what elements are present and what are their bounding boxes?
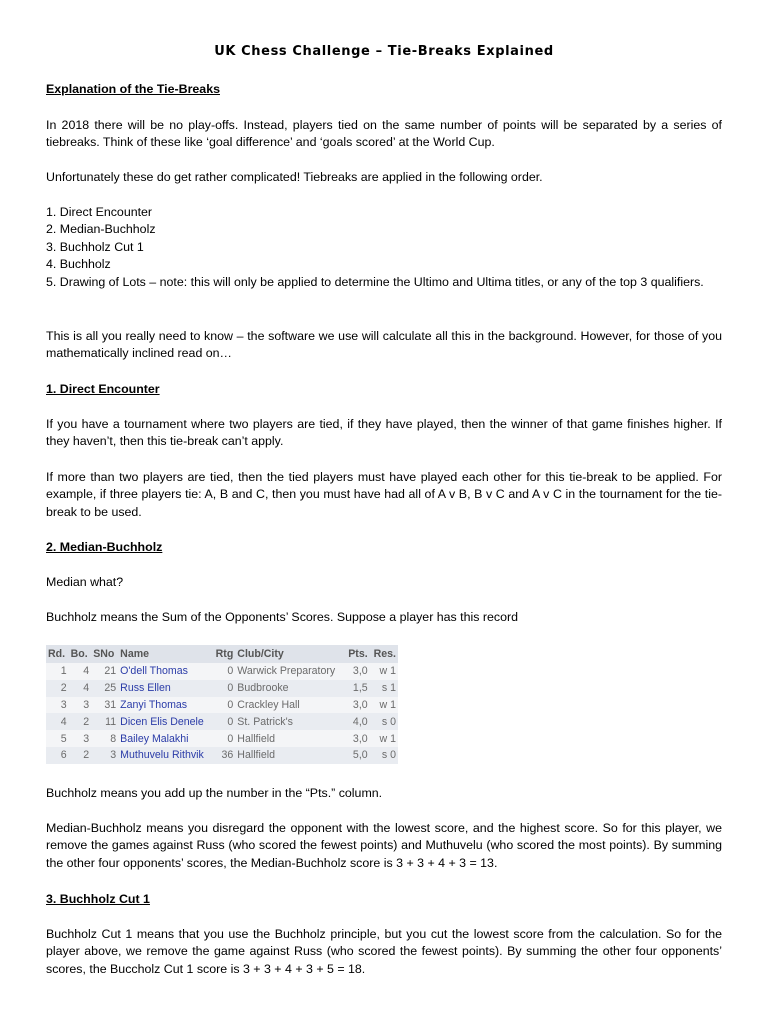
cell-round: 3 [60, 698, 67, 711]
cell-club: Hallfield [237, 732, 275, 745]
cell-club: Warwick Preparatory [237, 665, 336, 678]
cell-rating: 36 [212, 747, 235, 764]
cell-club: Budbrooke [235, 680, 344, 697]
paragraph-buchholz-def: Buchholz means the Sum of the Opponents’ Scores. Suppose a player has this record [46, 610, 519, 624]
cell-rating: 0 [227, 732, 234, 745]
cell-player-name[interactable]: Zanyi Thomas [120, 698, 188, 711]
list-item: 3. Buchholz Cut 1 [46, 239, 144, 254]
paragraph-median-what: Median what? [46, 575, 124, 589]
paragraph-direct-1: If you have a tournament where two players are tied, if they have played, then the winner of that game finishes higher. If they haven’t, then this tie-break can’t apply. [46, 417, 722, 449]
cell-club: St. Patrick's [235, 713, 344, 730]
cell-result: w 1 [379, 665, 396, 678]
cell-board: 2 [69, 713, 92, 730]
table-row [46, 747, 398, 764]
heading-direct-encounter: 1. Direct Encounter [46, 382, 160, 396]
col-board: Bo. [69, 645, 92, 663]
cell-player-name[interactable]: O'dell Thomas [120, 665, 188, 678]
col-club: Club/City [235, 645, 344, 663]
cell-player-name[interactable]: Russ Ellen [118, 680, 212, 697]
list-item: 2. Median-Buchholz [46, 222, 156, 237]
tiebreak-list [46, 204, 722, 291]
cell-result: w 1 [379, 732, 396, 745]
cell-points: 3,0 [352, 732, 368, 745]
table-row [46, 680, 398, 697]
cell-rating: 0 [227, 698, 234, 711]
player-record-table [46, 645, 398, 764]
col-round: Rd. [46, 645, 69, 663]
cell-sno: 31 [104, 698, 117, 711]
cell-result: s 0 [370, 747, 398, 764]
list-item: 5. Drawing of Lots – note: this will only be applied to determine the Ultimo and Ultima titles, or any of the top 3 qualifiers. [46, 274, 704, 289]
cell-points: 1,5 [345, 680, 370, 697]
cell-sno: 21 [104, 665, 117, 678]
paragraph-buchholz-cut-1: Buchholz Cut 1 means that you use the Buchholz principle, but you cut the lowest score from the calculation. So for the player above, we remove the game against Russ (who scored the fewest points). By summing the other four opponents’ scores, the Buccholz Cut 1 score is 3 + 3 + 4 + 3 + 5 = 18. [46, 927, 722, 976]
cell-sno: 3 [91, 747, 118, 764]
cell-rating: 0 [212, 713, 235, 730]
col-name: Name [118, 645, 212, 663]
cell-round: 2 [46, 680, 69, 697]
heading-buchholz-cut-1: 3. Buchholz Cut 1 [46, 892, 150, 906]
col-rating: Rtg [212, 645, 235, 663]
cell-result: s 0 [370, 713, 398, 730]
cell-board: 4 [69, 680, 92, 697]
cell-sno: 11 [91, 713, 118, 730]
table-row [46, 697, 398, 714]
cell-rating: 0 [227, 665, 234, 678]
cell-sno: 25 [91, 680, 118, 697]
cell-points: 5,0 [345, 747, 370, 764]
cell-round: 1 [60, 665, 67, 678]
paragraph-intro: In 2018 there will be no play-offs. Instead, players tied on the same number of points will be separated by a series of tiebreaks. Think of these like ‘goal difference’ and ‘goals scored’ at the World Cup. [46, 118, 722, 150]
paragraph-direct-2: If more than two players are tied, then the tied players must have played each other for this tie-break to be applied. For example, if three players tie: A, B and C, then you must have had all of A v B, B v C and A v C in the tournament for the tie-break to be used. [46, 470, 722, 519]
cell-club: Crackley Hall [237, 698, 300, 711]
cell-result: s 1 [370, 680, 398, 697]
heading-explanation: Explanation of the Tie-Breaks [46, 82, 220, 96]
cell-board: 4 [83, 665, 90, 678]
cell-result: w 1 [379, 698, 396, 711]
cell-points: 3,0 [352, 665, 368, 678]
col-points: Pts. [345, 645, 370, 663]
cell-sno: 8 [110, 732, 117, 745]
paragraph-summary: This is all you really need to know – the software we use will calculate all this in the background. However, for those of you mathematically inclined read on… [46, 329, 722, 361]
cell-board: 3 [83, 732, 90, 745]
paragraph-order: Unfortunately these do get rather complicated! Tiebreaks are applied in the following order. [46, 170, 543, 184]
table-row [46, 663, 398, 680]
paragraph-median-buchholz: Median-Buchholz means you disregard the opponent with the lowest score, and the highest score. So for this player, we remove the games against Russ (who scored the fewest points) and Muthuvelu (who scored the most points). By summing the other four opponents’ scores, the Median-Buchholz score is 3 + 3 + 4 + 3 = 13. [46, 821, 722, 870]
table-header-row [46, 645, 398, 663]
cell-player-name[interactable]: Muthuvelu Rithvik [118, 747, 212, 764]
cell-round: 5 [60, 732, 67, 745]
document-title: UK Chess Challenge – Tie-Breaks Explained [214, 44, 554, 59]
paragraph-pts-column: Buchholz means you add up the number in the “Pts.” column. [46, 786, 383, 800]
cell-player-name[interactable]: Bailey Malakhi [120, 732, 189, 745]
cell-board: 2 [69, 747, 92, 764]
cell-points: 4,0 [345, 713, 370, 730]
list-item: 4. Buchholz [46, 257, 111, 272]
cell-points: 3,0 [352, 698, 368, 711]
col-result: Res. [370, 645, 398, 663]
cell-rating: 0 [212, 680, 235, 697]
cell-board: 3 [83, 698, 90, 711]
heading-median-buchholz: 2. Median-Buchholz [46, 540, 163, 554]
cell-player-name[interactable]: Dicen Elis Denele [118, 713, 212, 730]
table-row [46, 730, 398, 747]
col-sno: SNo [91, 645, 118, 663]
cell-club: Hallfield [235, 747, 344, 764]
list-item: 1. Direct Encounter [46, 205, 153, 219]
table-row [46, 713, 398, 730]
cell-round: 6 [46, 747, 69, 764]
cell-round: 4 [46, 713, 69, 730]
